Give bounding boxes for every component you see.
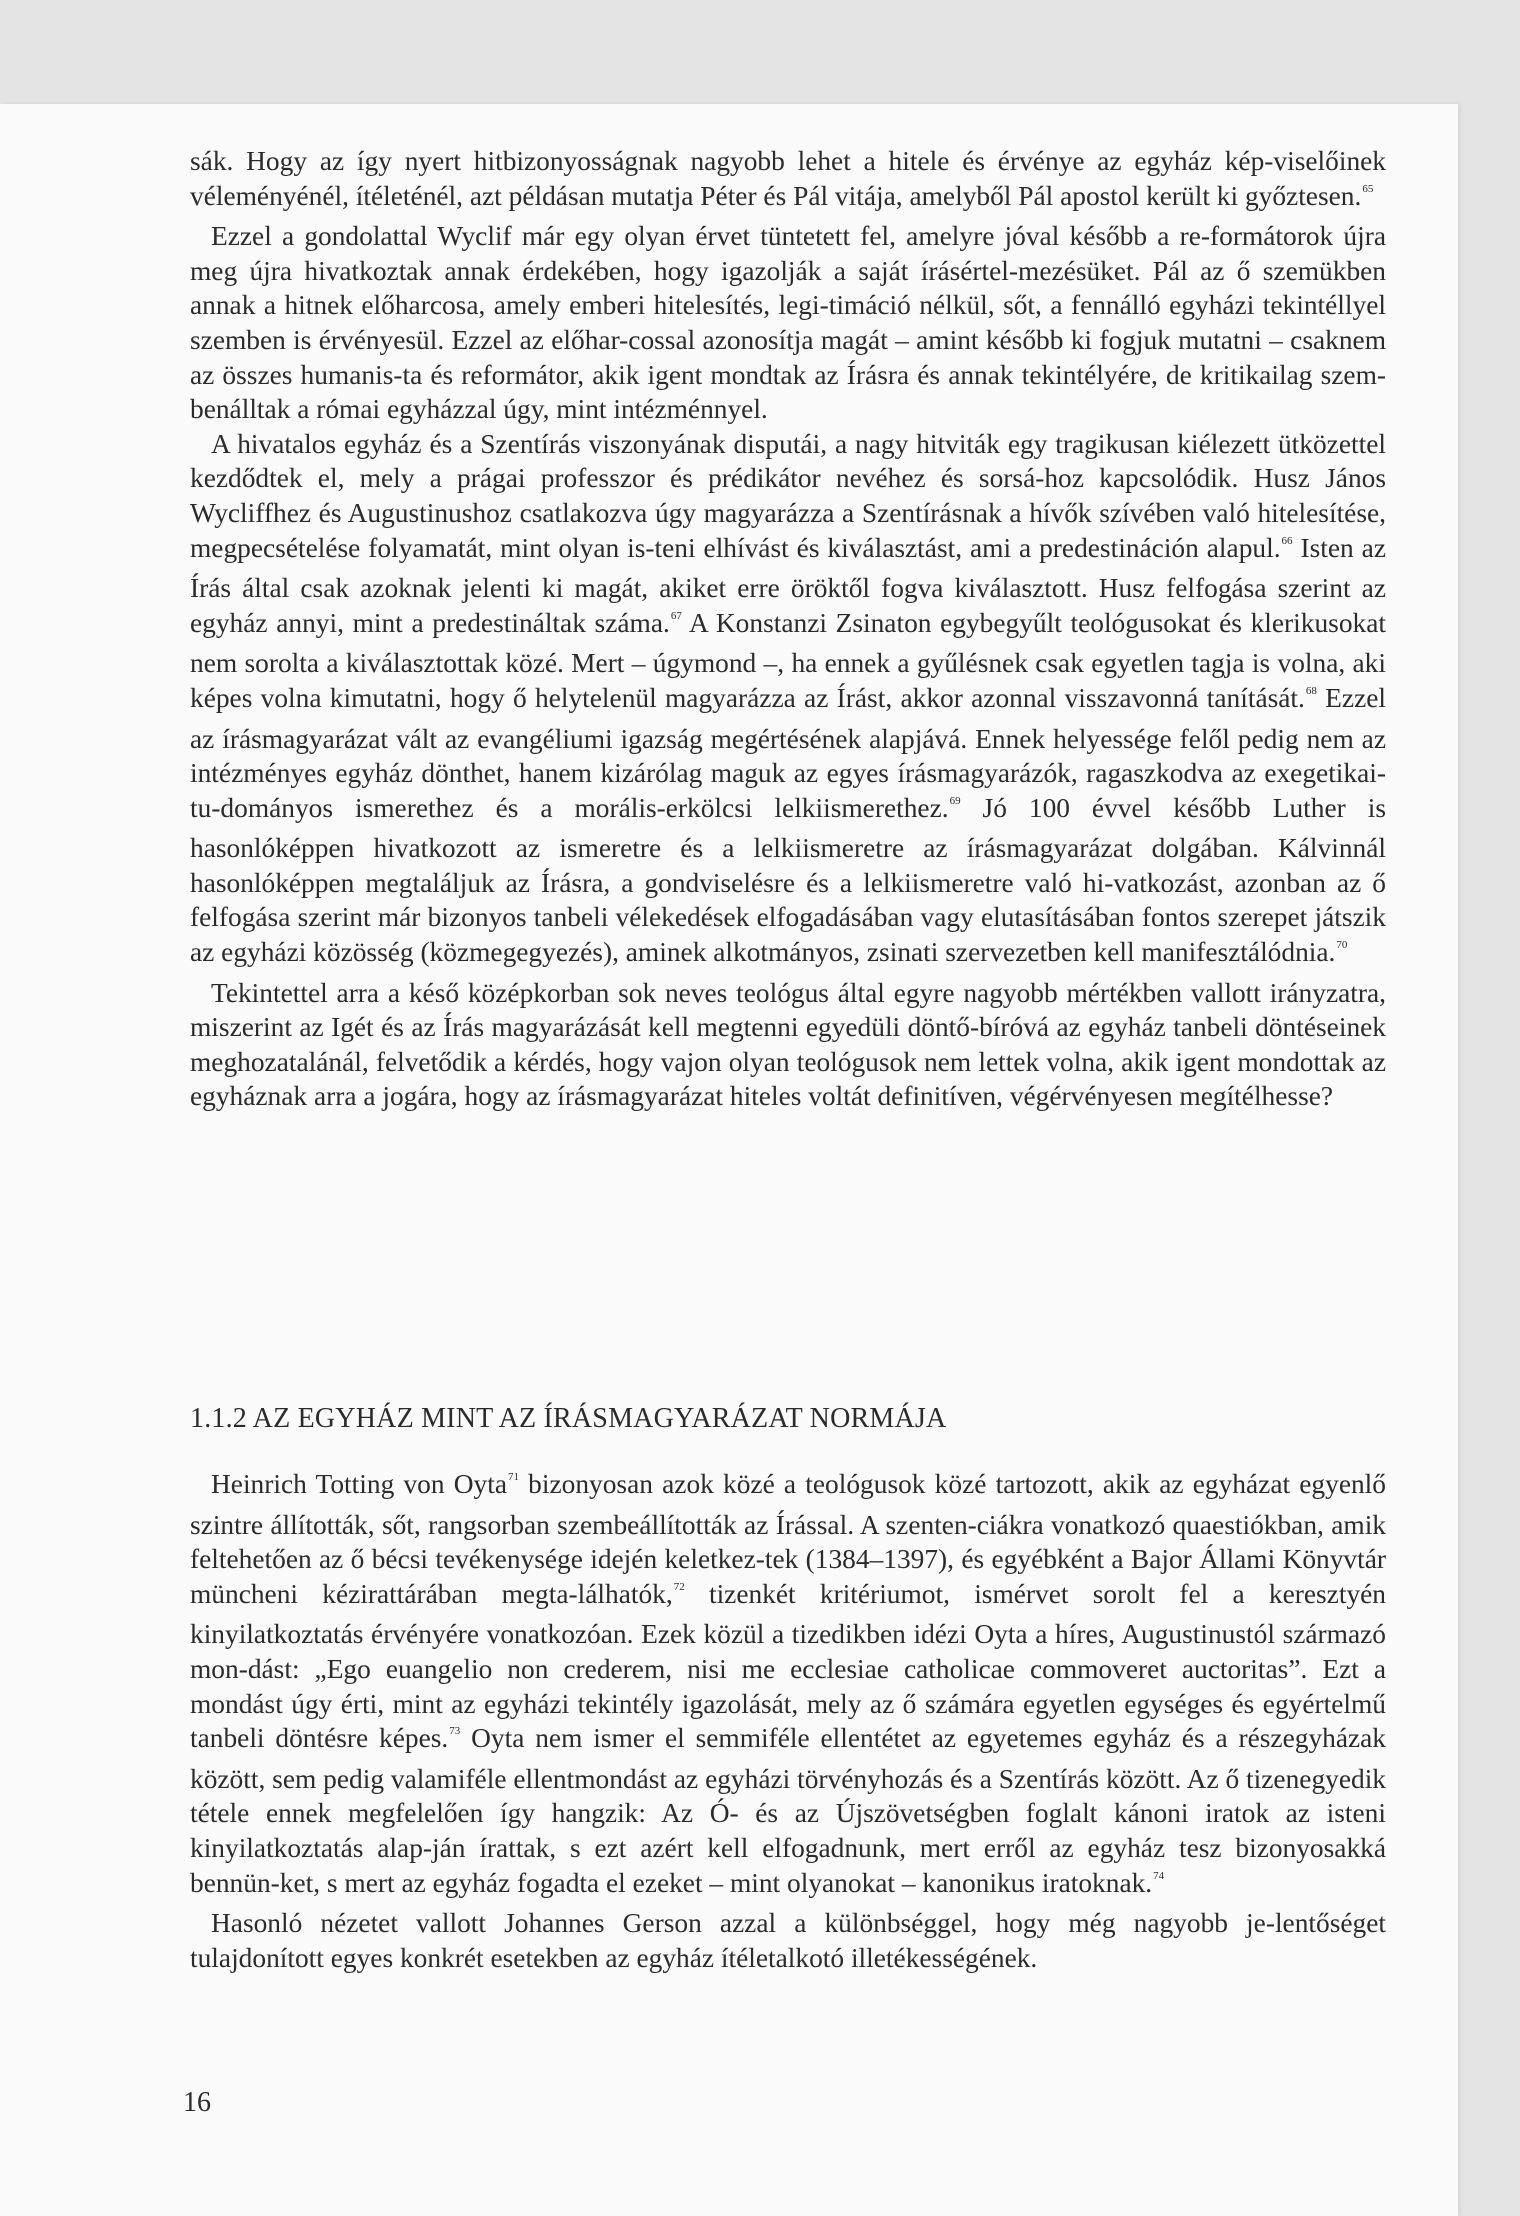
paragraph-1: sák. Hogy az így nyert hitbizonyosságnak nagyobb lehet a hitele és érvénye az egyház kép-viselőinek véleményénél, ítéleténél, azt példásan mutatja Péter és Pál vitája, amelyből Pál apostol került ki győztesen.$^{65}$ (190, 146, 1386, 211)
paragraph-4: Tekintettel arra a késő középkorban sok neves teológus által egyre nagyobb mértékben vallott irányzatra, miszerint az Igét és az Írás magyarázását kell megtenni egyedüli döntő-bíróvá az egyház tanbeli döntéseinek meghozatalánál, felvetődik a kérdés, hogy vajon olyan teológusok nem lettek volna, akik igent mondottak az egyháznak arra a jogára, hogy az írásmagyarázat hiteles voltát definitíven, végérvényesen megítélhesse? (190, 977, 1386, 1112)
footnote-ref[interactable]: 74 (1153, 1869, 1165, 1882)
footnote-ref[interactable]: 73 (449, 1725, 461, 1738)
section-heading: 1.1.2 AZ EGYHÁZ MINT AZ ÍRÁSMAGYARÁZAT NORMÁJA (190, 1403, 947, 1434)
page-number: 16 (183, 2087, 211, 2118)
paragraph-2: Ezzel a gondolattal Wyclif már egy olyan érvet tüntetett fel, amelyre jóval később a re-formátorok újra meg újra hivatkoztak annak érdekében, hogy igazolják a saját írásértel-mezésüket. Pál az ő szemükben annak a hitnek előharcosa, amely emberi hitelesítés, legi-timáció nélkül, sőt, a fennálló egyházi tekintéllyel szemben is érvényesül. Ezzel az előhar-cossal azonosítja magát – amint később ki fogjuk mutatni – csaknem az összes humanis-ta és reformátor, akik igent mondtak az Írásra és annak tekintélyére, de kritikailag szem-benálltak a római egyházzal úgy, mint intézménnyel. (190, 221, 1386, 425)
body-text-lower (190, 1467, 1386, 1975)
footnote-ref[interactable]: 67 (670, 609, 682, 622)
paragraph-5: Heinrich Totting von Oyta$^{71}$ bizonyosan azok közé a teológusok közé tartozott, akik az egyházat egyenlő szintre állították, sőt, rangsorban szembeállították az Írással. A szenten-ciákra vonatkozó quaestiókban, amik feltehetően az ő bécsi tevékenysége idején keletkez-tek (1384–1397), és egyébként a Bajor Állami Könyvtár müncheni kézirattárában megta-lálhatók,$^{72}$ tizenkét kritériumot, ismérvet sorolt fel a keresztyén kinyilatkoztatás érvényére vonatkozóan. Ezek közül a tizedikben idézi Oyta a híres, Augustinustól származó mon-dást: „Ego euangelio non crederem, nisi me ecclesiae catholicae commoveret auctoritas”. Ezt a mondást úgy érti, mint az egyházi tekintély igazolását, mely az ő számára egyetlen egységes és egyértelmű tanbeli döntésre képes.$^{73}$ Oyta nem ismer el semmiféle ellentétet az egyetemes egyház és a részegyházak között, sem pedig valamiféle ellentmondást az egyházi törvényhozás és a Szentírás között. Az ő tizenegyedik tétele ennek megfelelően így hangzik: Az Ó- és az Újszövetségben foglalt kánoni iratok az isteni kinyilatkoztatás alap-ján írattak, s ezt azért kell elfogadnunk, mert erről az egyház tesz bizonyosakká bennün-ket, s mert az egyház fogadta el ezeket – mint olyanokat – kanonikus iratoknak.$^{74}$ (190, 1469, 1386, 1898)
footnote-ref[interactable]: 69 (949, 794, 961, 807)
document-page (0, 104, 1458, 2216)
body-text-upper (190, 144, 1386, 1114)
footnote-ref[interactable]: 70 (1336, 939, 1348, 952)
paragraph-6: Hasonló nézetet vallott Johannes Gerson azzal a különbséggel, hogy még nagyobb je-lentőséget tulajdonított egyes konkrét esetekben az egyház ítéletalkotó illetékességének. (190, 1908, 1386, 1973)
footnote-ref[interactable]: 65 (1362, 182, 1374, 195)
paragraph-3: A hivatalos egyház és a Szentírás viszonyának disputái, a nagy hitviták egy tragikusan kiélezett ütközettel kezdődtek el, mely a prágai professzor és prédikátor nevéhez és sorsá-hoz kapcsolódik. Husz János Wycliffhez és Augustinushoz csatlakozva úgy magyarázza a Szentírásnak a hívők szívében való hitelesítése, megpecsételése folyamatát, mint olyan is-teni elhívást és kiválasztást, ami a predestináción alapul.$^{66}$ Isten az Írás által csak azoknak jelenti ki magát, akiket erre öröktől fogva kiválasztott. Husz felfogása szerint az egyház annyi, mint a predestináltak száma.$^{67}$ A Konstanzi Zsinaton egybegyűlt teológusokat és klerikusokat nem sorolta a kiválasztottak közé. Mert – úgymond –, ha ennek a gyűlésnek csak egyetlen tagja is volna, aki képes volna kimutatni, hogy ő helytelenül magyarázza az Írást, akkor azonnal visszavonná tanítását.$^{68}$ Ezzel az írásmagyarázat vált az evangéliumi igazság megértésének alapjává. Ennek helyessége felől pedig nem az intézményes egyház dönthet, hanem kizárólag maguk az egyes írásmagyarázók, ragaszkodva az exegetikai-tu-dományos ismerethez és a morális-erkölcsi lelkiismerethez.$^{69}$ Jó 100 évvel később Luther is hasonlóképpen hivatkozott az ismeretre és a lelkiismeretre az írásmagyarázat dolgában. Kálvinnál hasonlóképpen megtaláljuk az Írásra, a gondviselésre és a lelkiismeretre való hi-vatkozást, azonban az ő felfogása szerint már bizonyos tanbeli vélekedések elfogadásában vagy elutasításában fontos szerepet játszik az egyházi közösség (közmegegyezés), aminek alkotmányos, zsinati szervezetben kell manifesztálódnia.$^{70}$ (190, 428, 1386, 968)
footnote-ref[interactable]: 68 (1305, 684, 1317, 697)
footnote-ref[interactable]: 71 (507, 1471, 519, 1483)
footnote-ref[interactable]: 72 (673, 1580, 685, 1593)
footnote-ref[interactable]: 66 (1281, 534, 1293, 547)
